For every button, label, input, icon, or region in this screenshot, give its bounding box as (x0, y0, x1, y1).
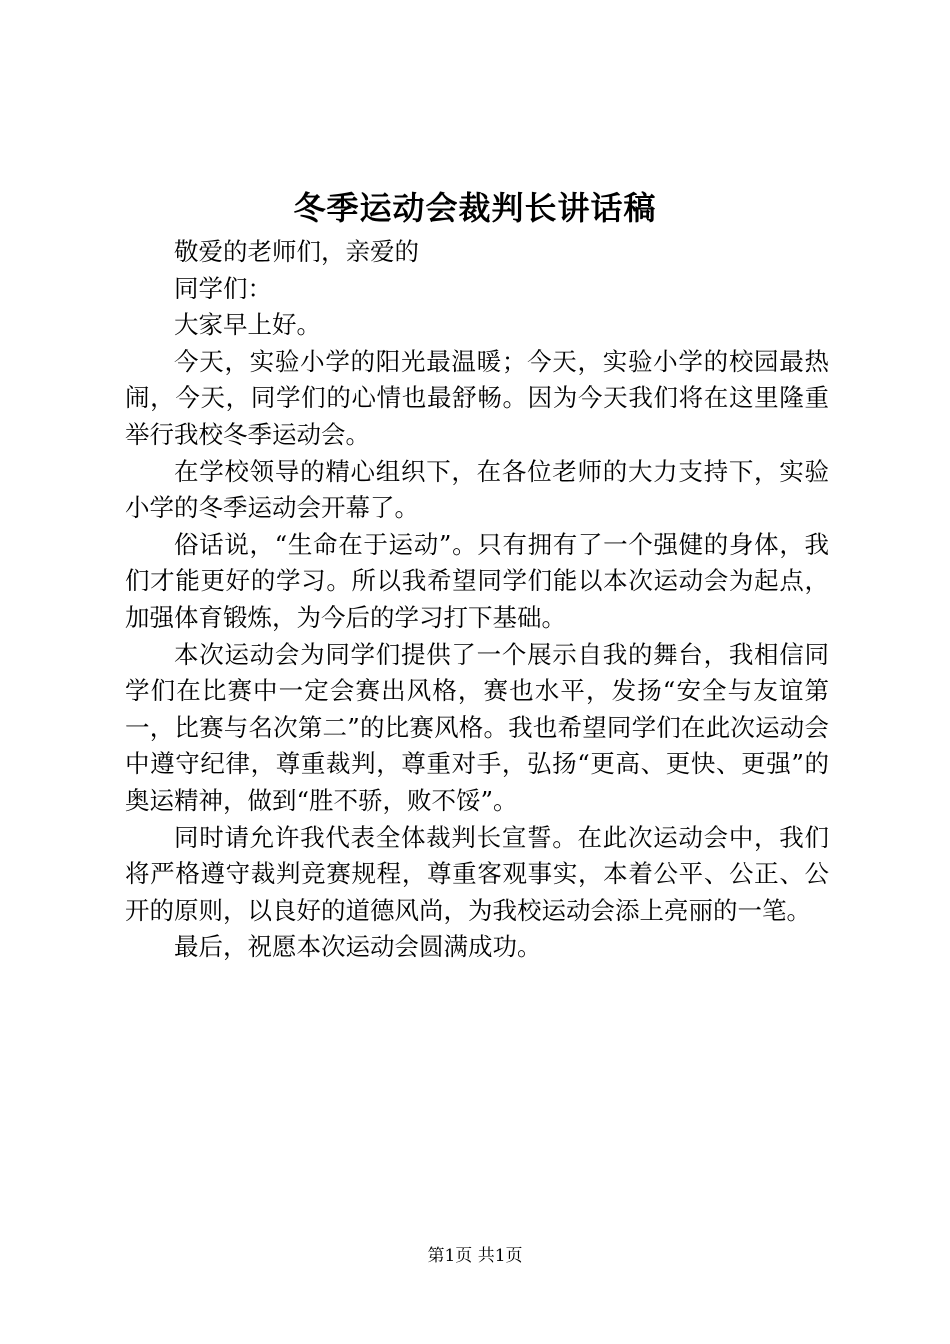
paragraph-closing: 最后，祝愿本次运动会圆满成功。 (174, 932, 542, 962)
page-number-footer: 第1页 共1页 (427, 1246, 523, 1266)
paragraph-salutation-2: 同学们： (174, 273, 272, 303)
paragraph-body: 本次运动会为同学们提供了一个展示自我的舞台，我相信同学们在比赛中一定会赛出风格，赛也水平，发扬“安全与友谊第一，比赛与名次第二”的比赛风格。我也希望同学们在此次运动会中遵守纪律，尊重裁判，尊重对手，弘扬“更高、更快、更强”的奥运精神，做到“胜不骄，败不馁”。 (125, 639, 829, 815)
paragraph-greeting: 大家早上好。 (174, 310, 321, 340)
paragraph-body: 在学校领导的精心组织下，在各位老师的大力支持下，实验小学的冬季运动会开幕了。 (125, 456, 829, 523)
document-body (125, 234, 829, 966)
paragraph-body: 同时请允许我代表全体裁判长宣誓。在此次运动会中，我们将严格遵守裁判竞赛规程，尊重客观事实，本着公平、公正、公开的原则，以良好的道德风尚，为我校运动会添上亮丽的一笔。 (125, 822, 829, 925)
paragraph-body: 俗话说，“生命在于运动”。只有拥有了一个强健的身体，我们才能更好的学习。所以我希望同学们能以本次运动会为起点，加强体育锻炼，为今后的学习打下基础。 (125, 529, 829, 632)
paragraph-body: 今天，实验小学的阳光最温暖；今天，实验小学的校园最热闹，今天，同学们的心情也最舒畅。因为今天我们将在这里隆重举行我校冬季运动会。 (125, 346, 829, 449)
document-title: 冬季运动会裁判长讲话稿 (293, 189, 657, 227)
paragraph-salutation-1: 敬爱的老师们，亲爱的 (174, 237, 419, 266)
